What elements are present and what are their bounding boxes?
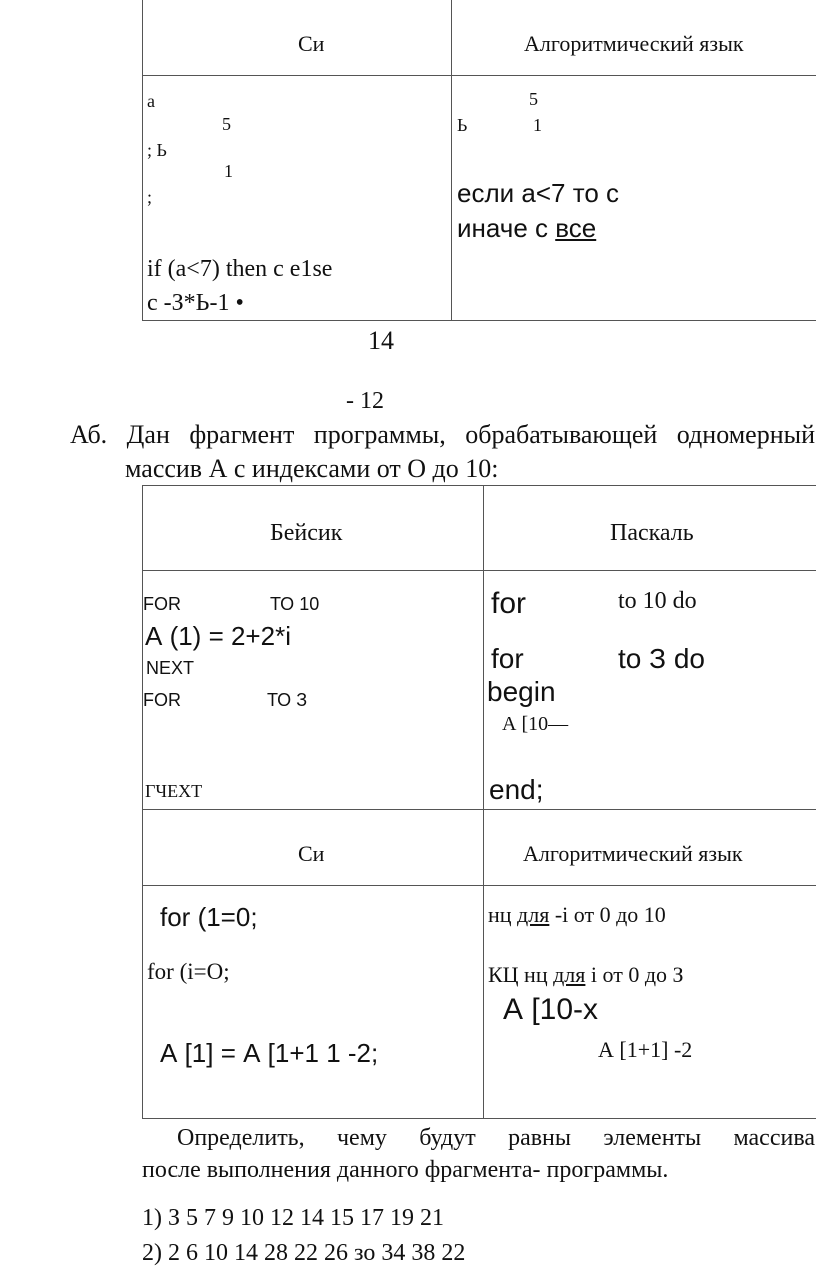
alg2-assign2: А [1+1] -2 (598, 1037, 693, 1062)
table2-header-basic: Бейсик (270, 520, 343, 546)
alg-code-sup5: 5 (529, 89, 538, 109)
c-code-line-c: с -З*Ь-1 • (147, 290, 244, 316)
c-code-line-a: а (147, 91, 155, 111)
c2-for1: for (1=0; (160, 902, 258, 932)
table2-header-algorithmic: Алгоритмический язык (523, 841, 743, 866)
page-number-14: 14 (368, 326, 394, 355)
c-code-sup5: 5 (222, 114, 231, 134)
c-code-line-b: ; Ь (147, 140, 167, 160)
answer-option-2: 2) 2 6 10 14 28 22 26 зо 34 38 22 (142, 1240, 466, 1266)
basic-assign: А (1) = 2+2*i (145, 621, 291, 651)
alg-code-b: Ь (457, 115, 468, 135)
basic-next2: ГЧЕХТ (145, 781, 203, 801)
alg-code-if-line: если а<7 то с (457, 178, 620, 208)
answer-option-1: 1) З 5 7 9 10 12 14 15 17 19 21 (142, 1205, 445, 1231)
pascal-assign: А [10— (502, 713, 569, 735)
basic-for2-keyword: FOR (143, 690, 181, 710)
pascal-for1-to: to 10 do (618, 588, 697, 614)
basic-for1-keyword: FOR (143, 594, 181, 614)
pascal-begin: begin (487, 676, 556, 707)
alg-code-one: 1 (533, 115, 542, 135)
question-line-2: после выполнения данного фрагмента- программы. (142, 1157, 669, 1183)
table1-header-c: Си (298, 31, 325, 56)
c-code-line-semicolon: ; (147, 187, 153, 207)
c2-for2: for (i=O; (147, 959, 230, 984)
problem-line-2: массив А с индексами от О до 10: (125, 454, 499, 483)
question-line-1: Определить, чему будут равны элементы массива (177, 1125, 815, 1151)
table1-header-algorithmic: Алгоритмический язык (524, 31, 744, 56)
alg2-assign1: А [10-х (503, 993, 599, 1026)
table2-header-c: Си (298, 841, 325, 866)
problem-line-1: Аб. Дан фрагмент программы, обрабатывающей одномерный (70, 420, 815, 449)
basic-for2-to: ТО З (267, 690, 308, 710)
pascal-for2-keyword: for (491, 643, 524, 674)
c2-assign: А [1] = А [1+1 1 -2; (160, 1038, 379, 1068)
alg-code-else-line: иначе с все (457, 213, 597, 243)
pascal-end: end; (489, 774, 544, 805)
table2-header-pascal: Паскаль (610, 520, 694, 546)
pascal-for2-to: to З do (618, 643, 705, 674)
pascal-for1-keyword: for (491, 587, 527, 620)
c-code-line-if: if (а<7) then с е1sе (147, 256, 333, 282)
alg2-nc2: КЦ нц для i от 0 до З (488, 962, 684, 987)
page-number-12: - 12 (346, 388, 384, 414)
c-code-sup1: 1 (224, 161, 233, 181)
basic-next1: NEXT (146, 658, 195, 678)
basic-for1-to: ТО 10 (270, 594, 320, 614)
alg2-nc1: нц для -i от 0 до 10 (488, 902, 666, 927)
